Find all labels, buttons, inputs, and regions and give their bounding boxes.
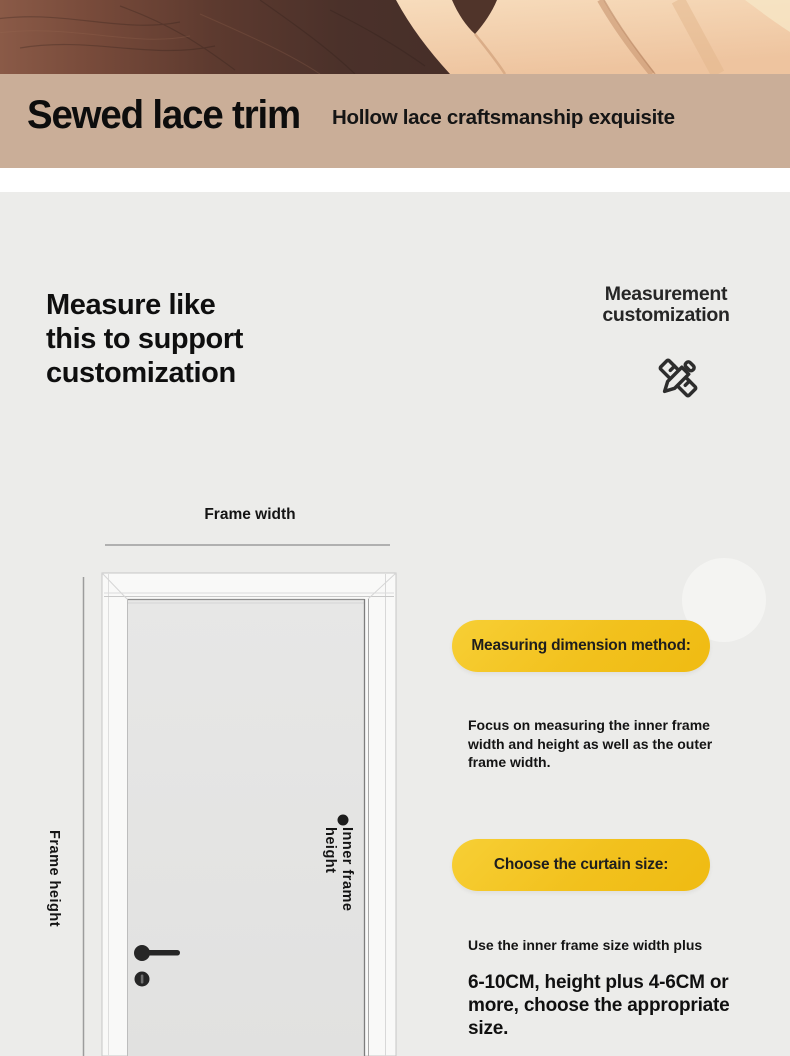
hand — [396, 0, 790, 74]
measuring-method-button[interactable]: Measuring dimension method: — [452, 620, 710, 672]
corner-line: customization — [602, 304, 730, 326]
measurement-customization-label — [576, 284, 756, 326]
size-detail-text: 6-10CM, height plus 4-6CM or more, choose the appropriate size. — [468, 972, 730, 1039]
heading-line: this to support — [46, 323, 243, 355]
curtain-size-button[interactable]: Choose the curtain size: — [452, 839, 710, 891]
frame-height-label: Frame height — [46, 830, 62, 928]
keyhole-slot — [141, 975, 144, 984]
frame-width-label: Frame width — [204, 506, 296, 523]
door-handle-lever — [140, 950, 180, 956]
inner-frame-bullet — [338, 815, 349, 826]
method-description: Focus on measuring the inner frame width and height as well as the outer frame width. — [468, 717, 713, 770]
pencil-ruler-icon — [652, 352, 704, 404]
inner-frame-height-label — [321, 827, 355, 911]
heading-line: customization — [46, 357, 236, 389]
banner-subtitle: Hollow lace craftsmanship exquisite — [332, 106, 675, 129]
banner-title: Sewed lace trim — [27, 93, 300, 137]
banner — [0, 74, 790, 168]
door-diagram — [40, 490, 440, 1056]
section-heading — [46, 288, 243, 390]
size-intro-text: Use the inner frame size width plus — [468, 937, 703, 953]
heading-line: Measure like — [46, 289, 216, 321]
hand-on-leather-image — [0, 0, 790, 74]
inner-frame-label-line: height — [322, 827, 338, 874]
inner-frame-label-line: Inner frame — [339, 827, 355, 912]
product-photo — [0, 0, 790, 74]
corner-line: Measurement — [604, 283, 728, 305]
measure-section — [0, 192, 790, 1056]
